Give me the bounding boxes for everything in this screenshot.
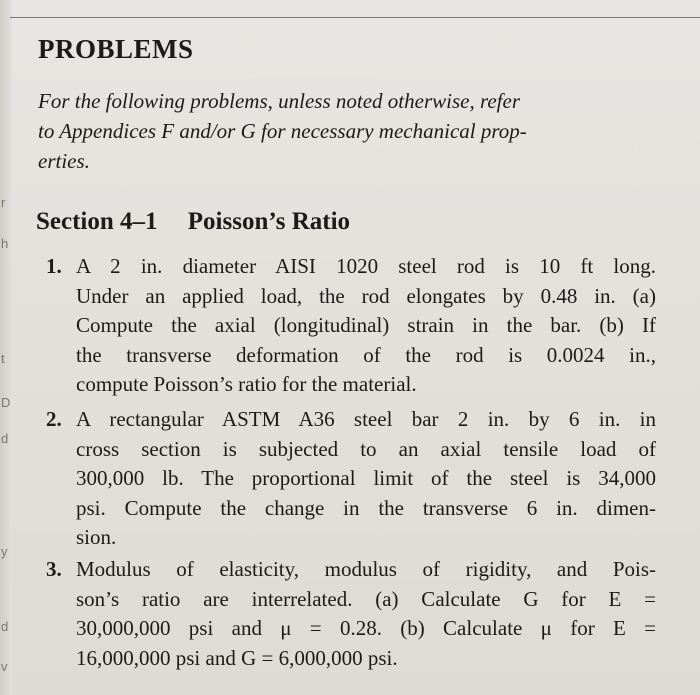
problem-line: psi. Compute the change in the transverse 6 in. dimen- — [76, 495, 656, 520]
intro-line: For the following problems, unless noted otherwise, refer — [38, 89, 520, 113]
problem-text — [76, 405, 656, 553]
problem-line: 300,000 lb. The proportional limit of the steel is 34,000 — [76, 466, 656, 490]
intro-paragraph — [38, 86, 678, 176]
problem-line: Under an applied load, the rod elongates by 0.48 in. (a) — [76, 283, 656, 308]
facing-page-edge — [0, 0, 12, 695]
problem-text — [76, 252, 656, 400]
problem-line: cross section is subjected to an axial tensile load of — [76, 436, 656, 461]
section-name: Poisson’s Ratio — [187, 208, 351, 235]
margin-mark: D — [1, 395, 11, 410]
top-rule — [10, 17, 700, 18]
margin-mark: t — [1, 351, 5, 366]
problem-number: 2. — [46, 407, 62, 431]
problem-line: Compute the axial (longitudinal) strain in the bar. (b) If — [76, 313, 656, 337]
section-title — [36, 208, 350, 236]
problem-item — [46, 252, 656, 400]
problem-line: 30,000,000 psi and μ = 0.28. (b) Calculate μ for E = — [76, 616, 656, 640]
problem-line: A rectangular ASTM A36 steel bar 2 in. by 6 in. in — [76, 407, 656, 431]
intro-line: to Appendices F and/or G for necessary mechanical prop- — [38, 119, 527, 143]
margin-mark: r — [1, 195, 6, 210]
section-number: Section 4–1 — [36, 208, 158, 235]
problem-line: compute Poisson’s ratio for the material. — [76, 372, 417, 396]
problem-line: 16,000,000 psi and G = 6,000,000 psi. — [76, 645, 398, 670]
intro-line: erties. — [38, 149, 90, 173]
problem-number: 3. — [46, 557, 62, 581]
margin-mark: d — [1, 619, 9, 634]
problem-line: A 2 in. diameter AISI 1020 steel rod is 10 ft long. — [76, 254, 656, 278]
problem-text — [76, 555, 656, 673]
margin-mark: h — [1, 236, 9, 251]
problem-line: son’s ratio are interrelated. (a) Calculate G for E = — [76, 586, 656, 611]
problem-item — [46, 555, 656, 673]
problem-line: the transverse deformation of the rod is 0.0024 in., — [76, 342, 656, 367]
problem-item — [46, 405, 656, 553]
problem-line: sion. — [76, 525, 117, 549]
margin-mark: y — [1, 544, 8, 559]
page-heading: PROBLEMS — [38, 34, 194, 64]
problem-number: 1. — [46, 254, 62, 278]
margin-mark: v — [1, 659, 8, 674]
margin-mark: d — [1, 431, 9, 446]
problem-line: Modulus of elasticity, modulus of rigidity, and Pois- — [76, 557, 656, 581]
